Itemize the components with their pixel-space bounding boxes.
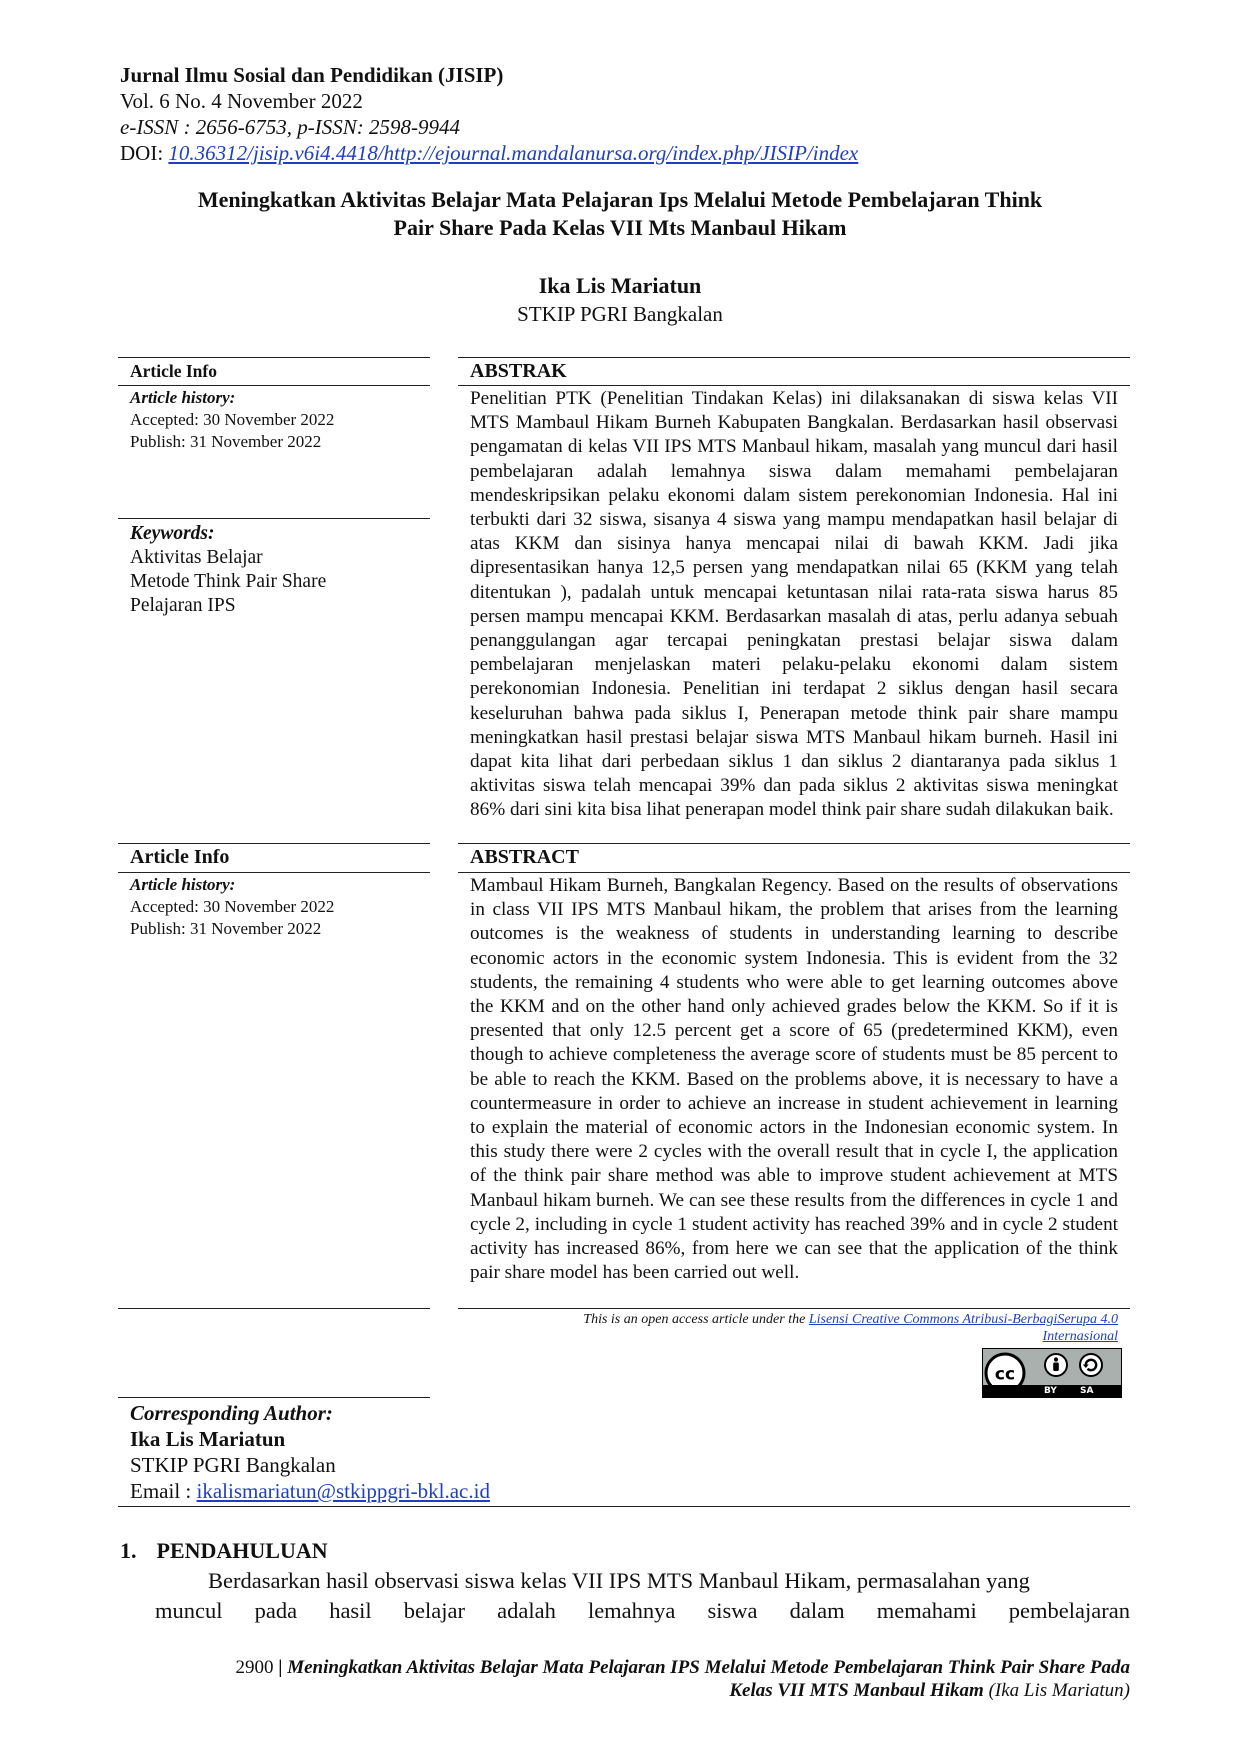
cc-icon-text: cc	[994, 1364, 1016, 1385]
article-title-line: Meningkatkan Aktivitas Belajar Mata Pelajaran Ips Melalui Metode Pembelajaran Think	[197, 187, 1043, 212]
publish-date: Publish: 31 November 2022	[130, 432, 322, 451]
attribution-icon-body	[1053, 1363, 1059, 1372]
section-title: PENDAHULUAN	[156, 1538, 328, 1563]
corresponding-label: Corresponding Author:	[130, 1401, 333, 1425]
article-info-heading: Article Info	[130, 361, 217, 381]
abstrak-body	[470, 387, 1118, 823]
body-paragraph-line: Berdasarkan hasil observasi siswa kelas VII IPS MTS Manbaul Hikam, permasalahan yang	[208, 1568, 1030, 1593]
footer-separator: |	[273, 1657, 288, 1678]
divider	[458, 1308, 1130, 1309]
body-paragraph-line: muncul pada hasil belajar adalah lemahnya siswa dalam memahami pembelajaran	[155, 1598, 1130, 1623]
attribution-icon-head	[1054, 1357, 1058, 1361]
corresponding-email	[130, 1478, 490, 1504]
license-prefix: This is an open access article under the	[583, 1312, 809, 1327]
divider	[118, 357, 430, 358]
badge-label-sa: SA	[1080, 1386, 1094, 1396]
journal-doi	[120, 140, 858, 166]
page-number: 2900	[235, 1657, 274, 1678]
doi-label: DOI:	[120, 141, 169, 165]
cc-by-sa-badge[interactable]	[982, 1348, 1122, 1398]
divider	[458, 357, 1130, 358]
footer-line	[120, 1656, 1130, 1679]
keywords-label: Keywords:	[130, 523, 215, 544]
doi-link[interactable]: 10.36312/jisip.v6i4.4418/http://ejournal.mandalanursa.org/index.php/JISIP/index	[168, 141, 859, 165]
section-heading	[120, 1537, 328, 1565]
divider	[458, 872, 1130, 873]
divider	[118, 518, 430, 519]
journal-volume: Vol. 6 No. 4 November 2022	[120, 89, 363, 113]
article-title	[120, 186, 1120, 242]
email-label: Email :	[130, 1479, 197, 1503]
keyword-item: Pelajaran IPS	[130, 595, 236, 616]
page-footer	[120, 1656, 1130, 1702]
journal-issn: e-ISSN : 2656-6753, p-ISSN: 2598-9944	[120, 115, 461, 139]
author-name: Ika Lis Mariatun	[538, 273, 702, 298]
accepted-date-en: Accepted: 30 November 2022	[130, 897, 335, 916]
abstract-heading: ABSTRACT	[470, 846, 579, 868]
license-line	[470, 1328, 1118, 1345]
journal-name: Jurnal Ilmu Sosial dan Pendidikan (JISIP)	[120, 63, 504, 87]
article-title-line: Pair Share Pada Kelas VII Mts Manbaul Hikam	[393, 215, 847, 240]
email-link[interactable]: ikalismariatun@stkippgri-bkl.ac.id	[196, 1479, 490, 1503]
license-link[interactable]: Internasional	[1042, 1329, 1118, 1344]
abstrak-text: Penelitian PTK (Penelitian Tindakan Kelas) ini dilaksanakan di siswa kelas VII MTS Mambaul Hikam Burneh Kabupaten Bangkalan. Berdasarkan hasil observasi pengamatan di kelas VII IPS MTS Manbaul hikam, masalah yang muncul dari hasil pembelajaran adalah lemahnya siswa dalam memahami pembelajaran mendeskripsikan pelaku ekonomi dalam sistem perekonomian Indonesia. Hal ini terbukti dari 32 siswa, sisanya 4 siswa yang mampu mendapatkan hasil belajar di atas KKM dan sisinya hanya mencapai nilai di bawah KKM. Jadi jika dipresentasikan hanya 12,5 persen yang mendapatkan nilai 65 (KKM yang telah ditentukan ), padalah untuk mencapai ketuntasan nilai rata-rata siswa harus 85 persen mampu mencapai KKM. Berdasarkan masalah di atas, perlu adanya sebuah penanggulangan agar tercapai peningkatan prestasi belajar siswa dalam pembelajaran menjelaskan materi pelaku-pelaku ekonomi dalam sistem perekonomian Indonesia. Penelitian ini terdapat 2 siklus dengan hasil secara keseluruhan bahwa pada siklus I, Penerapan metode think pair share mampu meningkatkan hasil prestasi belajar siswa MTS Manbaul hikam burneh. Hasil ini dapat kita lihat dari perbedaan siklus 1 dan siklus 2 diantaranya pada siklus 1 aktivitas siswa telah mencapai 39% dan pada siklus 2 aktivitas siswa meningkat 86% dari sini kita bisa lihat penerapan model think pair share sudah dilakukan baik.	[470, 388, 1118, 821]
divider	[118, 385, 430, 386]
author-affiliation: STKIP PGRI Bangkalan	[517, 302, 723, 326]
footer-author: (Ika Lis Mariatun)	[983, 1680, 1130, 1701]
abstrak-heading: ABSTRAK	[470, 360, 567, 382]
publish-date-en: Publish: 31 November 2022	[130, 919, 322, 938]
divider	[118, 1308, 430, 1309]
license-line	[470, 1311, 1118, 1328]
divider	[118, 843, 430, 844]
divider	[118, 1506, 1130, 1507]
license-link[interactable]: Lisensi Creative Commons Atribusi-BerbagiSerupa 4.0	[808, 1312, 1118, 1327]
divider	[118, 872, 430, 873]
corresponding-affiliation: STKIP PGRI Bangkalan	[130, 1453, 336, 1477]
abstract-text: Mambaul Hikam Burneh, Bangkalan Regency. Based on the results of observations in class VII IPS MTS Manbaul hikam, the problem that arises from the learning outcomes is the weakness of students in understanding learning to describe economic actors in the economic system Indonesia. This is evident from the 32 students, the remaining 4 students who were able to get learning outcomes above the KKM and on the other hand only achieved grades below the KKM. So if it is presented that only 12.5 percent get a score of 65 (predetermined KKM), even though to achieve completeness the average score of students must be 85 percent to be able to reach the KKM. Based on the problems above, it is necessary to have a countermeasure in order to achieve an increase in student achievement in learning to explain the material of economic actors in the Indonesian economic system. In this study there were 2 cycles with the overall result that in cycle I, the application of the think pair share method was able to improve student achievement at MTS Manbaul hikam burneh. We can see these results from the differences in cycle 1 and cycle 2, including in cycle 1 student activity has reached 39% and in cycle 2 student activity has increased 86%, from here we can see that the application of the think pair share model has been carried out well.	[470, 875, 1118, 1284]
divider	[118, 1397, 430, 1398]
license-notice	[470, 1311, 1118, 1345]
article-history-label: Article history:	[130, 388, 236, 407]
article-info-heading-en: Article Info	[130, 846, 230, 868]
accepted-date: Accepted: 30 November 2022	[130, 410, 335, 429]
footer-title: Meningkatkan Aktivitas Belajar Mata Pelajaran IPS Melalui Metode Pembelajaran Think Pair Share Pada	[287, 1657, 1130, 1678]
keyword-item: Metode Think Pair Share	[130, 571, 327, 592]
footer-title: Kelas VII MTS Manbaul Hikam	[729, 1680, 984, 1701]
divider	[458, 843, 1130, 844]
corresponding-name: Ika Lis Mariatun	[130, 1427, 286, 1451]
keyword-item: Aktivitas Belajar	[130, 547, 263, 568]
divider	[458, 385, 1130, 386]
abstract-body	[470, 874, 1118, 1285]
section-number: 1.	[120, 1538, 137, 1563]
footer-line	[120, 1679, 1130, 1702]
badge-label-by: BY	[1044, 1386, 1057, 1396]
article-history-label-en: Article history:	[130, 875, 236, 894]
